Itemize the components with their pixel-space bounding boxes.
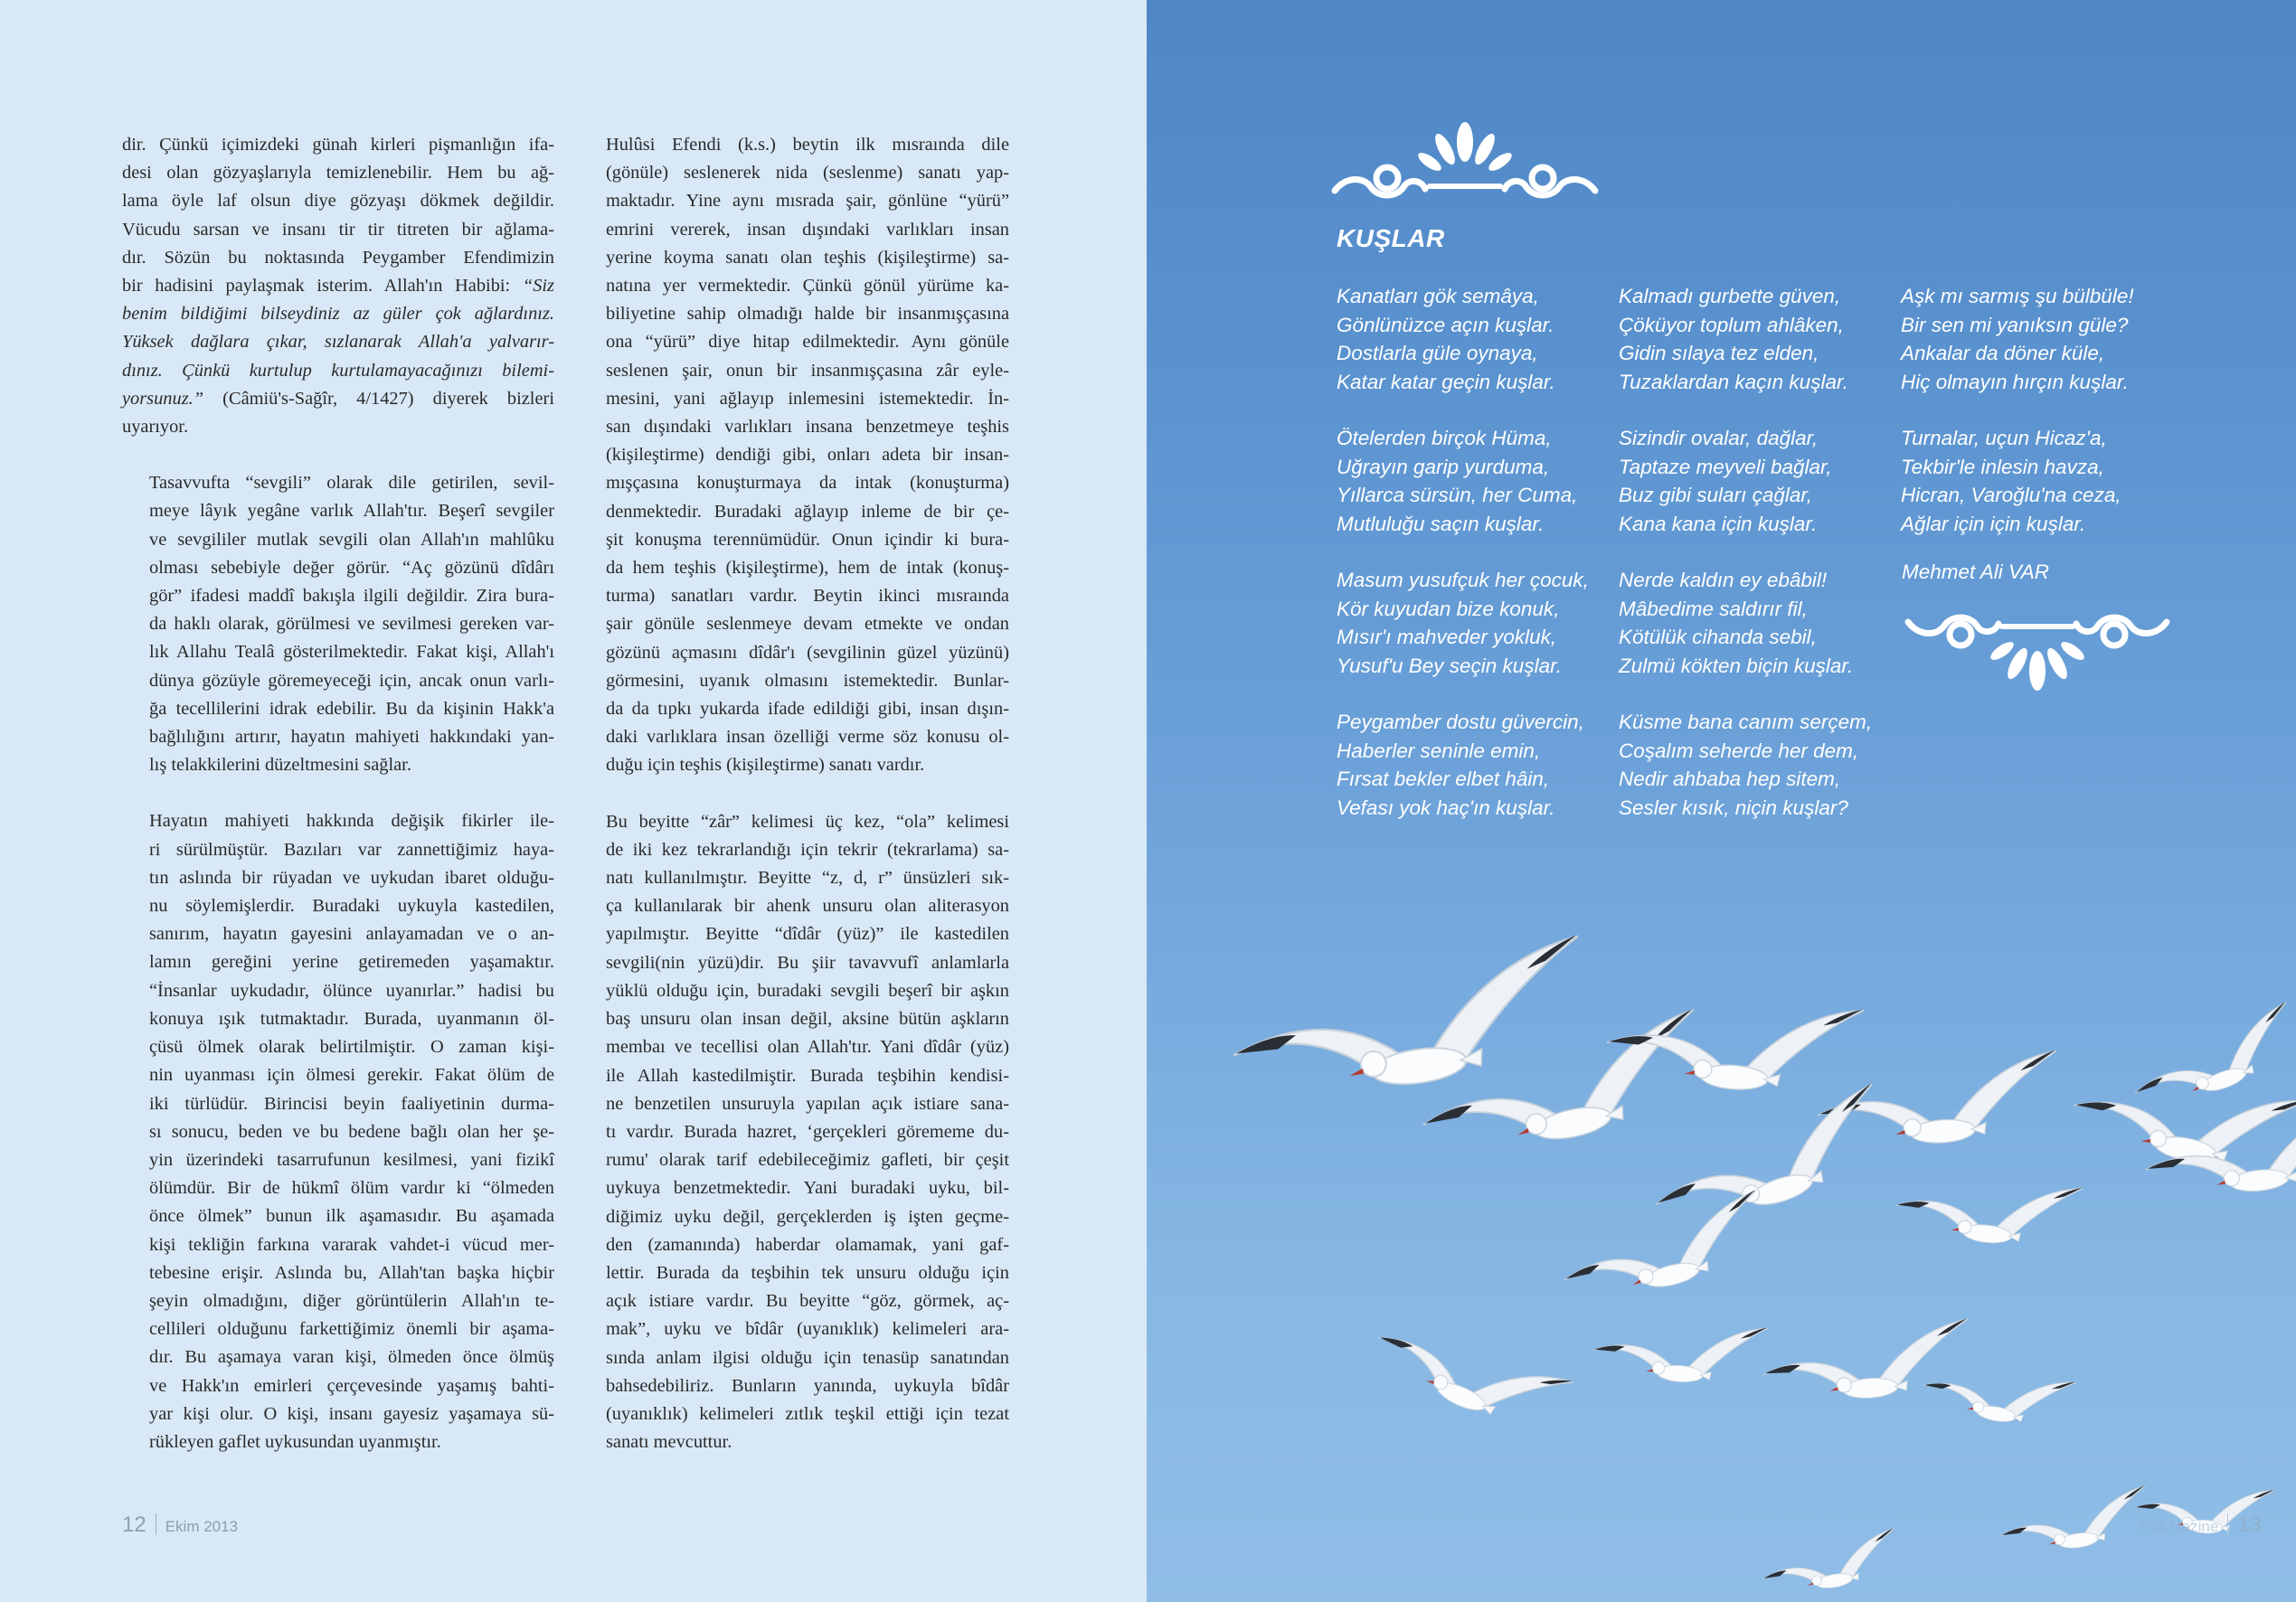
poem-line: Taptaze meyveli bağlar, [1619,455,1832,478]
text-line: baş unsuru olan insan değil, aksine bütün aşkların [606,1009,1009,1030]
article-paragraph [122,469,554,779]
text-line: dır. Bu aşamaya varan kişi, ölmeden önce ölmüş [149,1347,554,1368]
text-line: yüklü olduğu için, buradaki sevgili beşerî bir aşkın [606,980,1009,1001]
text-line: lettir. Burada da teşbihin tek unsuru olduğu için [606,1262,1009,1283]
poem-line: Kanatları gök semâya, [1337,285,1539,307]
poem-line: Gönlünüzce açın kuşlar. [1337,313,1554,336]
text-line: dünya gözüyle göremeyeceği için, ancak onun varlı- [149,670,554,691]
text-line: da hem teşhis (kişileştirme), hem de intak (konuş- [606,558,1009,579]
text-line: ve Hakk'ın emirleri çerçevesinde yaşamış bahti- [149,1375,554,1396]
poem-line: Fırsat bekler elbet hâin, [1337,768,1550,790]
text-line: denmektedir. Buradaki ağlayıp inleme de bir çe- [606,501,1009,522]
text-line: natı kullanılmıştır. Beyitte “z, d, r” ünsüzleri sık- [606,868,1009,889]
article-paragraph [579,808,1009,1457]
text-line: uykuya benzetmektedir. Yani buradaki uyku, bil- [606,1178,1009,1199]
poem-line: Aşk mı sarmış şu bülbüle! [1901,285,2134,307]
poem-line: Yusuf'u Bey seçin kuşlar. [1337,654,1562,677]
text-line: natına yer vermektedir. Çünkü gönül yürüme ka- [606,276,1009,297]
text-line: maktadır. Yine aynı mısrada şair, gönlüne “yürü” [606,191,1009,212]
poem-line: Hicran, Varoğlu'na ceza, [1901,484,2121,506]
poem-line: Haberler seninle emin, [1337,739,1541,762]
text-line: şeyin olmadığını, diğer görüntülerin Allah'ın te- [149,1290,554,1311]
poem-line: Ankalar da döner küle, [1901,342,2105,364]
text-line: (uyanıklık) kelimeleri zıtlık teşkil ettiği için tezat [606,1403,1009,1424]
text-line: şair gönüle seslenmeye devam etmekte ve ondan [606,614,1009,635]
text-line: olması sebebiyle değer görür. “Aç gözünü dîdârı [149,557,554,578]
poem-line: Katar katar geçin kuşlar. [1337,370,1555,393]
poem-author: Mehmet Ali VAR [1902,561,2049,583]
seagull-icon [1592,1315,1768,1388]
poem-line: Uğrayın garip yurduma, [1337,455,1550,478]
page-number: 13 [2237,1512,2262,1537]
left-page [0,0,1147,1602]
text-line: dir. Çünkü içimizdeki günah kirleri pişmanlığın ifa- [122,135,554,155]
article-column-2 [579,131,1009,1484]
poem-line: Coşalım seherde her dem, [1619,739,1859,762]
text-line: ri sürülmüştür. Bazıları var zannettiğimiz haya- [149,839,554,860]
poem-stanza [1901,424,2121,538]
poem-line: Hiç olmayın hırçın kuşlar. [1901,370,2129,393]
page-footer-left [122,1512,238,1538]
poem-line: Tuzaklardan kaçın kuşlar. [1619,370,1848,393]
text-line: ölümdür. Bir de hükmî ölüm vardır ki “ölmeden [149,1178,554,1199]
bottom-ornament-icon [1901,600,2174,694]
poem-line: Turnalar, uçun Hicaz'a, [1901,427,2107,449]
seagull-icon [1997,1485,2152,1558]
text-line: yar kişi olur. O kişi, insanı gayesiz yaşamaya sü- [149,1403,554,1424]
poem-line: Peygamber dostu güvercin, [1337,711,1584,733]
text-line: turma) sanatları vardır. Beytin ikinci mısraında [606,586,1009,607]
seagull-icon [1761,1318,1973,1405]
text-line: sanırım, hayatın gayesini anlayamadan ve o an- [149,924,554,945]
poem-line: Nerde kaldın ey ebâbil! [1619,569,1828,591]
poem-line: Ağlar için için kuşlar. [1901,512,2086,535]
text-line: daki varlıklara insan özelliği verme söz konusu ol- [606,727,1009,748]
text-line: emrini vererek, insan dışındaki varlıkları insan [606,219,1009,240]
article-column-1 [122,131,554,1484]
text-line: Hulûsi Efendi (k.s.) beytin ilk mısraında dile [606,135,1009,155]
text-line: Vücudu sarsan ve insanı tir tir titreten bir ağlama- [122,219,554,240]
text-line: sanatı mevcuttur. [606,1432,732,1453]
text-line: lık Allahu Tealâ gösterilmektedir. Fakat kişi, Allah'ı [149,642,554,663]
text-line: yin üzerindeki tasarrufunun kesilmesi, yani fizikî [149,1149,554,1170]
poem-line: Sizindir ovalar, dağlar, [1619,427,1819,449]
text-line: ve sevgililer mutlak sevgili olan Allah'ın mahlûku [149,529,554,550]
text-line: Yüksek dağlara çıkar, sızlanarak Allah'a yalvarır- [122,332,554,353]
poem-line: Kalmadı gurbette güven, [1619,285,1841,307]
text-line: meye lâyık yegâne varlık Allah'tır. Beşerî sevgiler [149,501,554,522]
text-line: lış telakkilerini düzeltmesini sağlar. [149,755,411,776]
text-line: sında anlam ilgisi olduğu için tenasüp sanatından [606,1347,1009,1368]
text-line: tın aslında bir rüyadan ve uykudan ibaret olduğu- [149,867,554,888]
text-line: açık istiare vardır. Bu beyitte “göz, görmek, aç- [606,1291,1009,1312]
text-line: “İnsanlar uykudadır, ölünce uyanırlar.” hadisi bu [149,980,554,1001]
text-line: benim bildiğimi bilseydiniz az güler çok ağlardınız. [122,304,554,325]
poem-line: Zulmü kökten biçin kuşlar. [1619,654,1854,677]
poem-line: Vefası yok haç'ın kuşlar. [1337,796,1555,819]
seagull-icon [1758,1528,1903,1599]
text-line: desi olan gözyaşlarıyla temizlenebilir. Hem bu ağ- [122,163,554,184]
seagull-icon [1920,1356,2076,1434]
text-line: lama öyle laf olsun diye gözyaşı dökmek değildir. [122,191,554,212]
poem-line: Sesler kısık, niçin kuşlar? [1619,796,1848,819]
text-line: gözünü açmasını dîdâr'ı (sevgilinin güzel yüzünü) [606,642,1009,663]
text-line: san dışındaki varlıkları insana benzetmeye teşhis [606,417,1009,438]
text-line: önce ölmek” bunun ilk aşamasıdır. Bu aşamada [149,1206,554,1227]
magazine-name: Yitik Hazine [2138,1518,2219,1535]
text-line: yerine koyma sanatı olan teşhis (kişileştirme) sa- [606,247,1009,268]
poem-line: Ötelerden birçok Hüma, [1337,427,1552,449]
text-line: den (zamanında) haberdar olamamak, yani gaf- [606,1234,1009,1255]
text-line: yorsunuz.” (Câmiü's-Sağîr, 4/1427) diyerek bizleri [122,388,554,409]
text-line: ça kullanılarak bir ahenk unsuru olan aliterasyon [606,896,1009,917]
poem-stanza [1337,566,1589,680]
text-line: da da tıpkı yukarda ifade edildiği gibi, insan dışın- [606,699,1009,720]
text-line: gör” ifadesi maddî bakışla ilgili değildir. Zira bura- [149,586,554,607]
poem-stanza [1619,566,1853,680]
text-line: ğa tecellilerini idrak edebilir. Bu da kişinin Hakk'a [149,698,554,719]
text-line: lamın gereğini yerine getiremeden yaşamaktır. [149,952,554,973]
text-line: Bu beyitte “zâr” kelimesi üç kez, “ola” kelimesi [606,811,1009,832]
text-line: cellileri olduğunu farkettiğimiz önemli bir aşama- [149,1319,554,1340]
poem-stanza [1337,708,1584,822]
text-line: sı sonucu, beden ve bu bedene bağlı olan her şe- [149,1121,554,1142]
text-line: ile Allah kastedilmiştir. Burada teşbihin kendisi- [606,1065,1009,1086]
text-line: Tasavvufta “sevgili” olarak dile getirilen, sevil- [149,473,554,494]
text-line: biliyetine sahip olmadığı halde bir insanmışçasına [606,304,1009,325]
text-line: tı vardır. Burada hazret, ‘gerçekleri görememe du- [606,1121,1009,1142]
text-line: mışçasına konuşturmaya da intak (konuşturma) [606,473,1009,494]
text-line: de iki kez tekrarlandığı için tekrir (tekrarlama) sa- [606,839,1009,860]
text-line: yapılmıştır. Beyitte “dîdâr (yüz)” ile kastedilen [606,924,1009,945]
text-line: nin uyanması için ölmesi gerekir. Fakat ölüm de [149,1065,554,1086]
poem-line: Mutluluğu saçın kuşlar. [1337,512,1545,535]
text-line: dır. Sözün bu noktasında Peygamber Efendimizin [122,247,554,268]
poem-title: KUŞLAR [1337,224,1445,252]
text-line: diğimiz uyku değil, gerçeklerden iş işten geçme- [606,1206,1009,1227]
poem-line: Gidin sılaya tez elden, [1619,342,1819,364]
poem-line: Masum yusufçuk her çocuk, [1337,569,1589,591]
text-line: sevgili(nin yüzü)dir. Bu şiir tavavvufî anlamlarla [606,952,1009,973]
text-line: şit konuşma terennümüdür. Onun içindir ki bura- [606,529,1009,550]
poem-line: Mısır'ı mahveder yokluk, [1337,626,1557,648]
poem-line: Dostlarla güle oynaya, [1337,342,1538,364]
poem-line: Kör kuyudan bize konuk, [1337,597,1560,620]
text-line: kişi tekliğin farkına vararak vahdet-i vücud mer- [149,1234,554,1255]
text-line: rumu' olarak tarif edebileceğimiz gafleti, bir çeşit [606,1150,1009,1171]
seagull-icon [1554,1190,1773,1310]
text-line: da haklı olarak, görülmesi ve sevilmesi gereken var- [149,614,554,635]
text-line: rükleyen gaflet uykusundan uyanmıştır. [149,1431,441,1452]
text-line: ona “yürü” diye hitap edilmektedir. Aynı gönüle [606,332,1009,353]
text-line: bağlılığını artırır, hayatın mahiyeti hakkındaki yan- [149,727,554,748]
poem-line: Kana kana için kuşlar. [1619,512,1818,535]
seagull-icon [1893,1169,2083,1252]
text-line: çüsü ölmek olarak belirtilmiştir. O zaman kişi- [149,1037,554,1058]
poem-line: Kötülük cihanda sebil, [1619,626,1817,648]
text-line: iki türlüdür. Birincisi beyin faaliyetinin durma- [149,1093,554,1114]
text-line: membaı ve tecellisi olan Allah'tır. Yani dîdâr (yüz) [606,1037,1009,1058]
poem-stanza [1901,282,2134,396]
text-line: (gönüle) seslenerek nida (seslenme) sanatı yap- [606,163,1009,184]
text-line: Hayatın mahiyeti hakkında değişik fikirler ile- [149,811,554,832]
poem-line: Mâbedime saldırır fil, [1619,597,1808,620]
page-footer-right [2138,1512,2262,1538]
poem-stanza [1619,424,1832,538]
text-line: bahsedebiliriz. Bunların yanında, uykuyla bîdâr [606,1375,1009,1396]
poem-line: Nedir ahbaba hep sitem, [1619,768,1841,790]
text-line: seslenen şair, onun bir insanmışçasına zâr eyle- [606,360,1009,381]
article-paragraph [579,131,1009,780]
text-line: görmesini, uyanık olmasını istemektedir. Bunlar- [606,670,1009,691]
footer-divider [2227,1513,2228,1535]
text-line: duğu için teşhis (kişileştirme) sanatı vardır. [606,755,925,776]
text-line: tebesine erişir. Aslında bu, Allah'tan başka hiçbir [149,1262,554,1283]
poem-line: Yıllarca sürsün, her Cuma, [1337,484,1578,506]
poem-stanza [1337,282,1555,396]
page-number: 12 [122,1512,146,1537]
text-line: uyarıyor. [122,417,189,438]
poem-stanza [1337,424,1577,538]
top-ornament-icon [1328,120,1602,212]
text-line: nu söylemişlerdir. Buradaki uykuyla kastedilen, [149,896,554,917]
poem-line: Bir sen mi yanıksın güle? [1901,313,2129,336]
text-line: bir hadisini paylaşmak isterim. Allah'ın Habibi: “Siz [122,276,554,297]
seagull-icon [1224,935,1595,1108]
text-line: ne benzetilen unsuruyla yapılan açık istiare sana- [606,1093,1009,1114]
text-line: mesini, yani ağlayıp inlemesini istemektedir. İn- [606,388,1009,409]
issue-date: Ekim 2013 [165,1518,239,1535]
article-paragraph [122,807,554,1456]
seagull-icon [2123,1002,2296,1117]
seagull-icon [1366,1302,1573,1444]
poem-line: Tekbir'le inlesin havza, [1901,455,2104,478]
text-line: mak”, uyku ve bîdâr (uyanıklık) kelimeleri ara- [606,1319,1009,1340]
text-line: dınız. Çünkü kurtulup kurtulamayacağınızı bilemi- [122,360,554,381]
text-line: konuya ışık tutmaktadır. Burada, uyanmanın öl- [149,1008,554,1029]
poem-line: Küsme bana canım serçem, [1619,711,1873,733]
poem-stanza [1619,282,1848,396]
poem-line: Buz gibi suları çağlar, [1619,484,1812,506]
article-paragraph [122,131,554,441]
poem-stanza [1619,708,1872,822]
text-line: (kişileştirme) dendiği gibi, onları adeta bir insan- [606,445,1009,466]
poem-line: Çöküyor toplum ahlâken, [1619,313,1844,336]
